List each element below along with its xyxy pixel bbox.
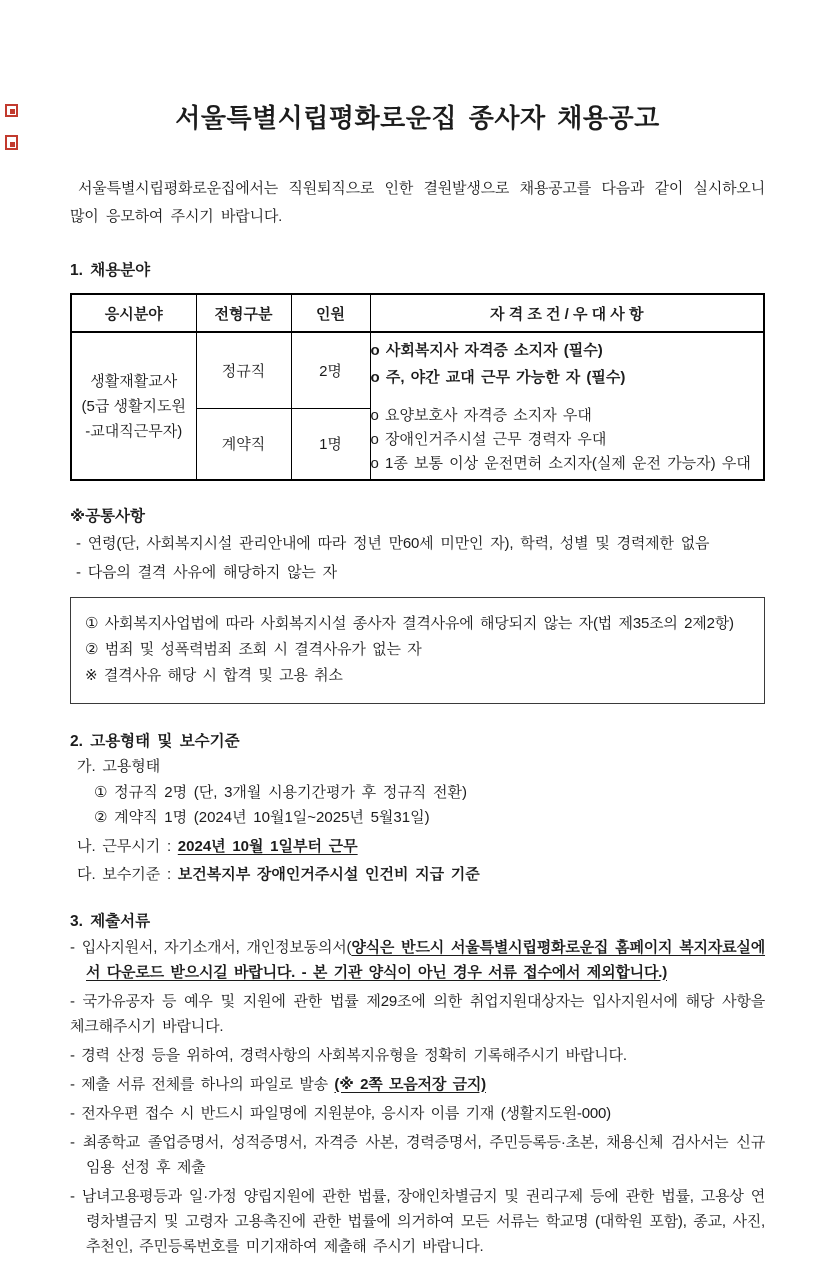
pay-standard-value: 보건복지부 장애인거주시설 인건비 지급 기준 xyxy=(177,866,480,883)
submission-item xyxy=(70,935,765,985)
pay-standard-label: 다. 보수기준 : xyxy=(77,866,178,883)
position-line: 생활재활교사 xyxy=(90,372,178,390)
submission-item-emphasis: 양식은 반드시 서울특별시립평화로운집 홈페이지 복지자료실에서 다운로드 받으시길 바랍니다. - 본 기관 양식이 아닌 경우 서류 접수에서 제외합니다.) xyxy=(86,938,766,981)
red-mark-icon xyxy=(5,135,18,150)
submission-item-emphasis: (※ 2쪽 모음저장 금지) xyxy=(334,1075,486,1093)
column-header-count: 인원 xyxy=(291,294,370,332)
disqualification-line: ① 사회복지사업법에 따라 사회복지시설 종사자 결격사유에 해당되지 않는 자(법 제35조의 2제2항) xyxy=(85,615,734,632)
position-line: -교대직근무자) xyxy=(85,422,183,440)
employment-type-regular: 정규직 xyxy=(196,332,291,408)
condition-line: o 사회복지사 자격증 소지자 (필수) xyxy=(370,341,603,359)
headcount-regular: 2명 xyxy=(291,332,370,408)
section2-heading: 2. 고용형태 및 보수기준 xyxy=(70,733,240,750)
table-row xyxy=(71,332,764,408)
disqualification-box xyxy=(70,597,765,704)
common-requirement-item: - 연령(단, 사회복지시설 관리안내에 따라 정년 만60세 미만인 자), 학력, 성별 및 경력제한 없음 xyxy=(76,535,710,552)
employment-terms-section xyxy=(70,729,765,888)
submission-item-text: - 제출 서류 전체를 하나의 파일로 발송 xyxy=(70,1075,335,1093)
disqualification-line: ※ 결격사유 해당 시 합격 및 고용 취소 xyxy=(85,667,343,684)
page-title: 서울특별시립평화로운집 종사자 채용공고 xyxy=(175,103,660,133)
red-mark-icon xyxy=(5,104,18,117)
condition-line: o 장애인거주시설 근무 경력자 우대 xyxy=(370,430,607,448)
position-cell xyxy=(71,332,196,480)
submission-item: - 최종학교 졸업증명서, 성적증명서, 자격증 사본, 경력증명서, 주민등록등·초본, 채용신체 검사서는 신규 임용 선정 후 제출 xyxy=(70,1133,765,1176)
common-requirements-heading: ※공통사항 xyxy=(70,508,145,525)
section3-heading: 3. 제출서류 xyxy=(70,912,151,930)
table-header-row xyxy=(71,294,764,332)
disqualification-line: ② 범죄 및 성폭력범죄 조회 시 결격사유가 없는 자 xyxy=(85,641,422,658)
submission-item: - 국가유공자 등 예우 및 지원에 관한 법률 제29조에 의한 취업지원대상자는 입사지원서에 해당 사항을 체크해주시기 바랍니다. xyxy=(70,992,765,1035)
condition-line: o 1종 보통 이상 운전면허 소지자(실제 운전 가능자) 우대 xyxy=(370,454,751,472)
common-requirement-item: - 다음의 결격 사유에 해당하지 않는 자 xyxy=(76,564,337,581)
work-start-line xyxy=(70,835,765,860)
pay-standard-line xyxy=(70,863,765,888)
condition-line: o 주, 야간 교대 근무 가능한 자 (필수) xyxy=(370,368,626,386)
required-conditions xyxy=(371,337,764,391)
employment-type-subheading: 가. 고용형태 xyxy=(77,758,161,775)
preferred-conditions xyxy=(371,404,764,476)
column-header-category: 전형구분 xyxy=(196,294,291,332)
work-start-label: 나. 근무시기 : xyxy=(77,837,178,855)
submission-item: - 전자우편 접수 시 반드시 파일명에 지원분야, 응시자 이름 기재 (생활지도원-000) xyxy=(70,1104,611,1122)
submission-documents-section xyxy=(70,909,765,1259)
recruitment-table xyxy=(70,293,765,481)
submission-item: - 경력 산정 등을 위하여, 경력사항의 사회복지유형을 정확히 기록해주시기 바랍니다. xyxy=(70,1046,627,1064)
intro-paragraph: 서울특별시립평화로운집에서는 직원퇴직으로 인한 결원발생으로 채용공고를 다음과 같이 실시하오니 많이 응모하여 주시기 바랍니다. xyxy=(70,180,765,225)
common-requirements-section xyxy=(70,504,765,704)
qualifications-cell xyxy=(370,332,764,480)
work-start-value: 2024년 10월 1일부터 근무 xyxy=(177,837,358,855)
headcount-contract: 1명 xyxy=(291,408,370,480)
submission-item: - 남녀고용평등과 일·가정 양립지원에 관한 법률, 장애인차별금지 및 권리구제 등에 관한 법률, 고용상 연령차별금지 및 고령자 고용촉진에 관한 법률에 의거하여 모든 서류는 학교명 (대학원 포함), 종교, 사진, 추천인, 주민등록번호를 미기재하여 제출해 주시기 바랍니다. xyxy=(70,1187,765,1255)
submission-item-text: - 입사지원서, 자기소개서, 개인정보동의서( xyxy=(70,938,352,956)
column-header-qualifications: 자 격 조 건 / 우 대 사 항 xyxy=(370,294,764,332)
column-header-field: 응시분야 xyxy=(71,294,196,332)
employment-item: ② 계약직 1명 (2024년 10월1일~2025년 5월31일) xyxy=(94,809,430,826)
employment-item: ① 정규직 2명 (단, 3개월 시용기간평가 후 정규직 전환) xyxy=(94,783,467,801)
document-page xyxy=(0,98,835,1279)
employment-type-contract: 계약직 xyxy=(196,408,291,480)
condition-line: o 요양보호사 자격증 소지자 우대 xyxy=(370,406,592,424)
submission-item xyxy=(70,1072,765,1097)
section1-heading: 1. 채용분야 xyxy=(70,262,151,279)
position-line: (5급 생활지도원 xyxy=(81,397,186,415)
